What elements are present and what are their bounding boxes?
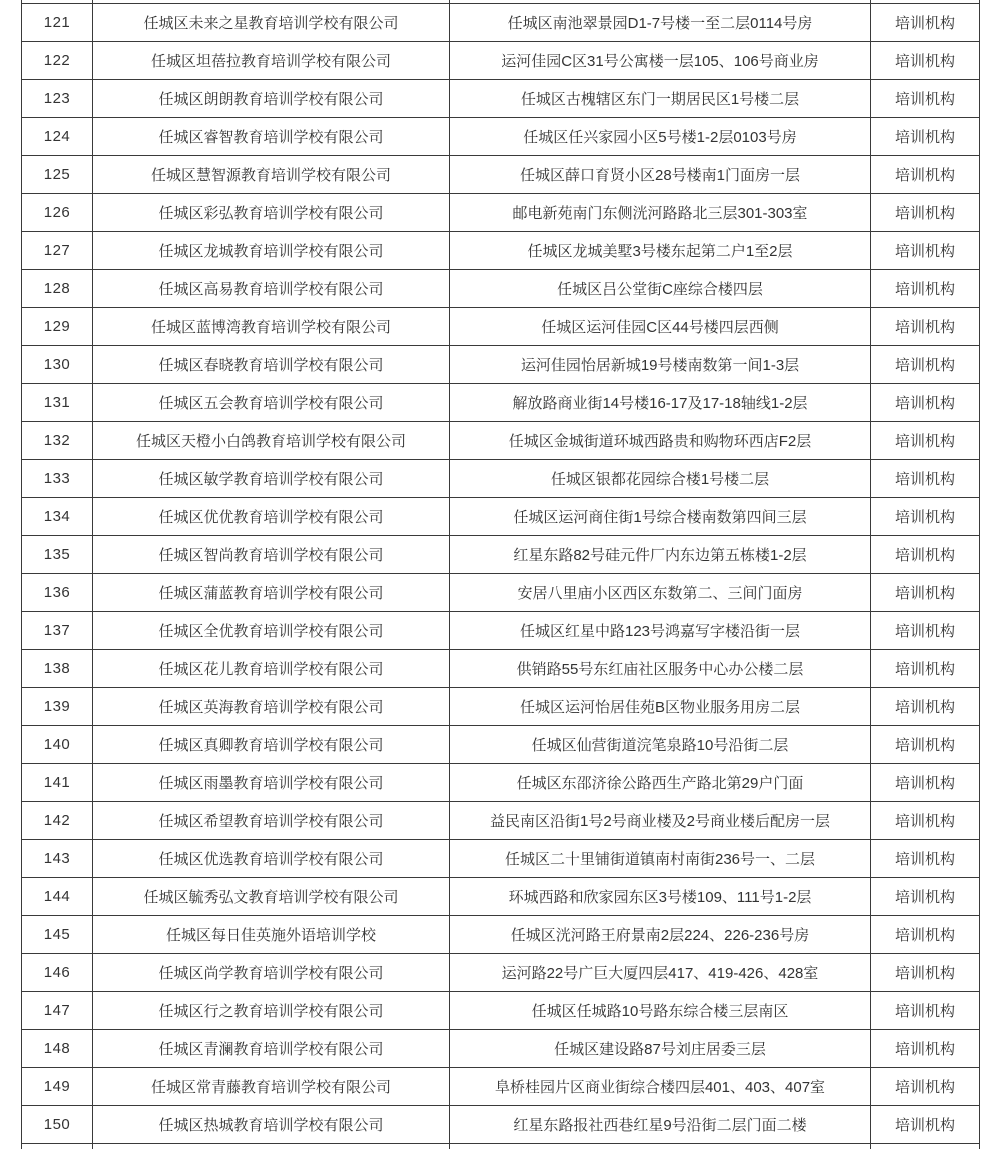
school-name-cell: 任城区尚学教育培训学校有限公司 <box>93 954 450 992</box>
school-name-cell: 任城区未来之星教育培训学校有限公司 <box>93 4 450 42</box>
table-row <box>22 726 980 764</box>
category-cell: 培训机构 <box>871 1030 980 1068</box>
school-name-cell: 任城区朗朗教育培训学校有限公司 <box>93 80 450 118</box>
row-number-cell: 143 <box>22 840 93 878</box>
address-cell: 任城区任城路10号路东综合楼三层南区 <box>450 992 871 1030</box>
row-number-cell: 147 <box>22 992 93 1030</box>
table-row <box>22 270 980 308</box>
row-number-cell: 130 <box>22 346 93 384</box>
school-name-cell: 任城区坦蓓拉教育培训学校有限公司 <box>93 42 450 80</box>
table-row <box>22 498 980 536</box>
category-cell: 培训机构 <box>871 650 980 688</box>
category-cell: 培训机构 <box>871 612 980 650</box>
category-cell: 培训机构 <box>871 270 980 308</box>
row-number-cell: 146 <box>22 954 93 992</box>
address-cell: 任城区运河怡居佳苑B区物业服务用房二层 <box>450 688 871 726</box>
table-row <box>22 574 980 612</box>
address-cell: 解放路商业街14号楼16-17及17-18轴线1-2层 <box>450 384 871 422</box>
address-cell: 安居八里庙小区西区东数第二、三间门面房 <box>450 574 871 612</box>
row-number-cell: 125 <box>22 156 93 194</box>
table-row <box>22 840 980 878</box>
school-name-cell: 任城区五会教育培训学校有限公司 <box>93 384 450 422</box>
table-row <box>22 878 980 916</box>
address-cell: 任城区仙营街道浣笔泉路10号沿街二层 <box>450 726 871 764</box>
table-row <box>22 1068 980 1106</box>
table-row <box>22 4 980 42</box>
address-cell: 阜桥桂园片区商业街综合楼四层401、403、407室 <box>450 1068 871 1106</box>
address-cell: 环城西路和欣家园东区3号楼109、111号1-2层 <box>450 878 871 916</box>
category-cell: 培训机构 <box>871 42 980 80</box>
school-name-cell: 任城区常青藤教育培训学校有限公司 <box>93 1068 450 1106</box>
category-cell: 培训机构 <box>871 878 980 916</box>
school-name-cell: 任城区优优教育培训学校有限公司 <box>93 498 450 536</box>
clipped-row-bottom <box>22 1144 980 1149</box>
table-row <box>22 916 980 954</box>
school-name-cell: 任城区行之教育培训学校有限公司 <box>93 992 450 1030</box>
row-number-cell: 139 <box>22 688 93 726</box>
school-name-cell: 任城区每日佳英施外语培训学校 <box>93 916 450 954</box>
row-number-cell: 122 <box>22 42 93 80</box>
school-name-cell: 任城区蓝博湾教育培训学校有限公司 <box>93 308 450 346</box>
category-cell: 培训机构 <box>871 1106 980 1144</box>
category-cell: 培训机构 <box>871 574 980 612</box>
school-name-cell: 任城区优选教育培训学校有限公司 <box>93 840 450 878</box>
school-name-cell: 任城区彩弘教育培训学校有限公司 <box>93 194 450 232</box>
address-cell: 红星东路82号硅元件厂内东边第五栋楼1-2层 <box>450 536 871 574</box>
empty-cell <box>871 1144 980 1149</box>
school-name-cell: 任城区慧智源教育培训学校有限公司 <box>93 156 450 194</box>
address-cell: 任城区运河商住街1号综合楼南数第四间三层 <box>450 498 871 536</box>
table-row <box>22 764 980 802</box>
category-cell: 培训机构 <box>871 308 980 346</box>
address-cell: 任城区洸河路王府景南2层224、226-236号房 <box>450 916 871 954</box>
row-number-cell: 132 <box>22 422 93 460</box>
school-name-cell: 任城区毓秀弘文教育培训学校有限公司 <box>93 878 450 916</box>
empty-cell <box>93 1144 450 1149</box>
empty-cell <box>450 1144 871 1149</box>
table-row <box>22 460 980 498</box>
table-row <box>22 384 980 422</box>
school-name-cell: 任城区蒲蓝教育培训学校有限公司 <box>93 574 450 612</box>
school-name-cell: 任城区希望教育培训学校有限公司 <box>93 802 450 840</box>
category-cell: 培训机构 <box>871 156 980 194</box>
row-number-cell: 142 <box>22 802 93 840</box>
category-cell: 培训机构 <box>871 80 980 118</box>
category-cell: 培训机构 <box>871 916 980 954</box>
table-row <box>22 42 980 80</box>
table-row <box>22 308 980 346</box>
address-cell: 任城区东邵济徐公路西生产路北第29户门面 <box>450 764 871 802</box>
empty-cell <box>22 1144 93 1149</box>
category-cell: 培训机构 <box>871 232 980 270</box>
school-name-cell: 任城区花儿教育培训学校有限公司 <box>93 650 450 688</box>
school-name-cell: 任城区雨墨教育培训学校有限公司 <box>93 764 450 802</box>
school-name-cell: 任城区全优教育培训学校有限公司 <box>93 612 450 650</box>
row-number-cell: 131 <box>22 384 93 422</box>
table-row <box>22 194 980 232</box>
table-row <box>22 156 980 194</box>
table-row <box>22 80 980 118</box>
table-row <box>22 118 980 156</box>
school-name-cell: 任城区睿智教育培训学校有限公司 <box>93 118 450 156</box>
school-name-cell: 任城区智尚教育培训学校有限公司 <box>93 536 450 574</box>
category-cell: 培训机构 <box>871 460 980 498</box>
row-number-cell: 133 <box>22 460 93 498</box>
school-name-cell: 任城区龙城教育培训学校有限公司 <box>93 232 450 270</box>
row-number-cell: 126 <box>22 194 93 232</box>
address-cell: 任城区古槐辖区东门一期居民区1号楼二层 <box>450 80 871 118</box>
category-cell: 培训机构 <box>871 1068 980 1106</box>
school-name-cell: 任城区高易教育培训学校有限公司 <box>93 270 450 308</box>
row-number-cell: 121 <box>22 4 93 42</box>
school-name-cell: 任城区青澜教育培训学校有限公司 <box>93 1030 450 1068</box>
address-cell: 邮电新苑南门东侧洸河路路北三层301-303室 <box>450 194 871 232</box>
category-cell: 培训机构 <box>871 840 980 878</box>
school-name-cell: 任城区春晓教育培训学校有限公司 <box>93 346 450 384</box>
table-row <box>22 612 980 650</box>
address-cell: 运河佳园怡居新城19号楼南数第一间1-3层 <box>450 346 871 384</box>
row-number-cell: 124 <box>22 118 93 156</box>
table-row <box>22 992 980 1030</box>
category-cell: 培训机构 <box>871 764 980 802</box>
school-name-cell: 任城区天橙小白鸽教育培训学校有限公司 <box>93 422 450 460</box>
table-row <box>22 1106 980 1144</box>
row-number-cell: 135 <box>22 536 93 574</box>
row-number-cell: 140 <box>22 726 93 764</box>
row-number-cell: 141 <box>22 764 93 802</box>
address-cell: 任城区吕公堂街C座综合楼四层 <box>450 270 871 308</box>
row-number-cell: 138 <box>22 650 93 688</box>
row-number-cell: 148 <box>22 1030 93 1068</box>
address-cell: 任城区运河佳园C区44号楼四层西侧 <box>450 308 871 346</box>
table-row <box>22 536 980 574</box>
category-cell: 培训机构 <box>871 346 980 384</box>
category-cell: 培训机构 <box>871 802 980 840</box>
table-row <box>22 1030 980 1068</box>
address-cell: 任城区龙城美墅3号楼东起第二户1至2层 <box>450 232 871 270</box>
school-name-cell: 任城区敏学教育培训学校有限公司 <box>93 460 450 498</box>
category-cell: 培训机构 <box>871 422 980 460</box>
row-number-cell: 123 <box>22 80 93 118</box>
address-cell: 运河路22号广巨大厦四层417、419-426、428室 <box>450 954 871 992</box>
table-row <box>22 346 980 384</box>
row-number-cell: 134 <box>22 498 93 536</box>
row-number-cell: 149 <box>22 1068 93 1106</box>
row-number-cell: 136 <box>22 574 93 612</box>
row-number-cell: 150 <box>22 1106 93 1144</box>
address-cell: 任城区薛口育贤小区28号楼南1门面房一层 <box>450 156 871 194</box>
table-row <box>22 650 980 688</box>
address-cell: 任城区银都花园综合楼1号楼二层 <box>450 460 871 498</box>
table-row <box>22 688 980 726</box>
school-name-cell: 任城区英海教育培训学校有限公司 <box>93 688 450 726</box>
category-cell: 培训机构 <box>871 688 980 726</box>
address-cell: 任城区任兴家园小区5号楼1-2层0103号房 <box>450 118 871 156</box>
row-number-cell: 137 <box>22 612 93 650</box>
table-row <box>22 954 980 992</box>
address-cell: 益民南区沿街1号2号商业楼及2号商业楼后配房一层 <box>450 802 871 840</box>
school-name-cell: 任城区热城教育培训学校有限公司 <box>93 1106 450 1144</box>
category-cell: 培训机构 <box>871 384 980 422</box>
address-cell: 任城区南池翠景园D1-7号楼一至二层0114号房 <box>450 4 871 42</box>
category-cell: 培训机构 <box>871 194 980 232</box>
school-name-cell: 任城区真卿教育培训学校有限公司 <box>93 726 450 764</box>
row-number-cell: 145 <box>22 916 93 954</box>
table-row <box>22 422 980 460</box>
address-cell: 供销路55号东红庙社区服务中心办公楼二层 <box>450 650 871 688</box>
category-cell: 培训机构 <box>871 954 980 992</box>
row-number-cell: 144 <box>22 878 93 916</box>
row-number-cell: 127 <box>22 232 93 270</box>
address-cell: 任城区红星中路123号鸿嘉写字楼沿街一层 <box>450 612 871 650</box>
table-row <box>22 232 980 270</box>
address-cell: 任城区二十里铺街道镇南村南街236号一、二层 <box>450 840 871 878</box>
address-cell: 红星东路报社西巷红星9号沿街二层门面二楼 <box>450 1106 871 1144</box>
address-cell: 运河佳园C区31号公寓楼一层105、106号商业房 <box>450 42 871 80</box>
category-cell: 培训机构 <box>871 498 980 536</box>
category-cell: 培训机构 <box>871 992 980 1030</box>
row-number-cell: 129 <box>22 308 93 346</box>
category-cell: 培训机构 <box>871 118 980 156</box>
category-cell: 培训机构 <box>871 536 980 574</box>
training-schools-table <box>21 0 980 1149</box>
category-cell: 培训机构 <box>871 4 980 42</box>
category-cell: 培训机构 <box>871 726 980 764</box>
address-cell: 任城区金城街道环城西路贵和购物环西店F2层 <box>450 422 871 460</box>
address-cell: 任城区建设路87号刘庄居委三层 <box>450 1030 871 1068</box>
table-row <box>22 802 980 840</box>
row-number-cell: 128 <box>22 270 93 308</box>
